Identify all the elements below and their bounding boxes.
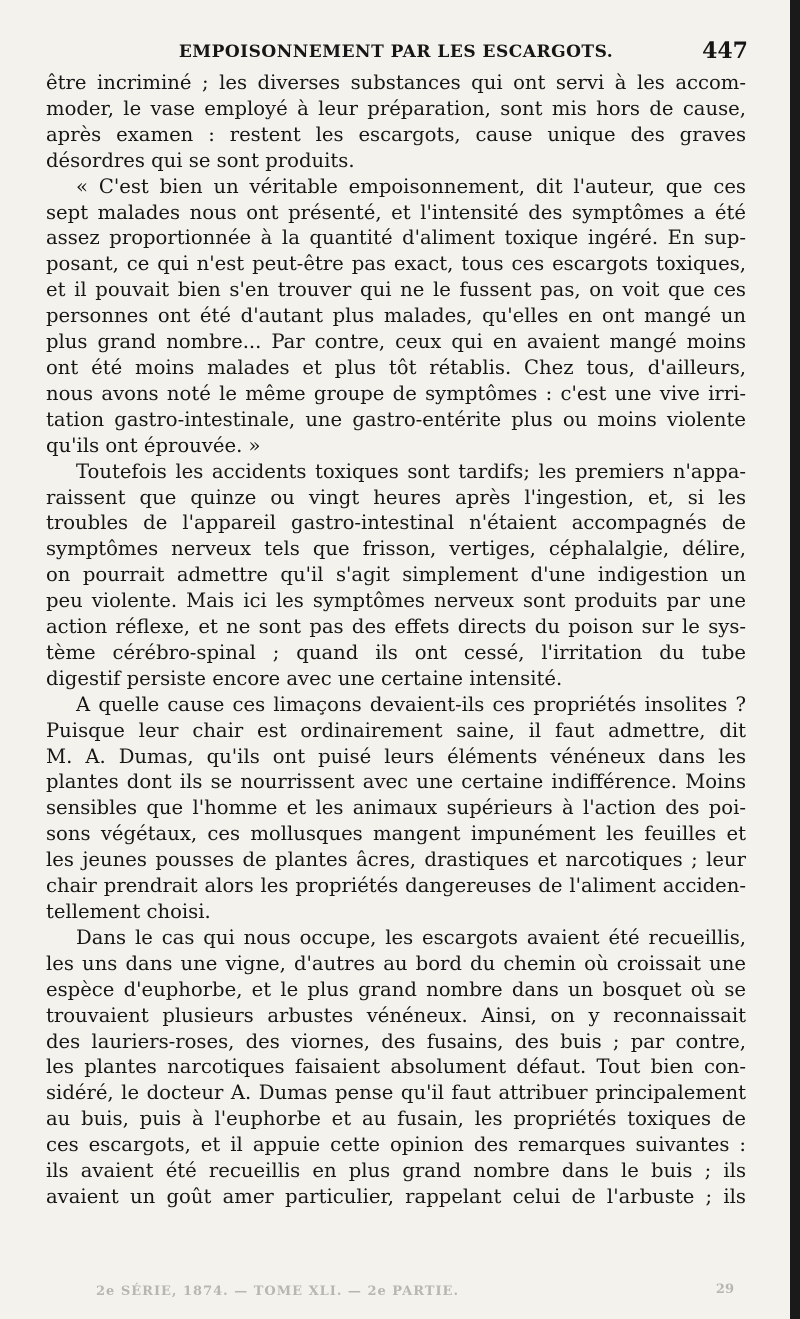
text-line: sept malades nous ont présenté, et l'intensité des symptômes a été	[46, 200, 746, 224]
text-line: on pourrait admettre qu'il s'agit simplement d'une indigestion un	[46, 563, 746, 587]
text-line: raissent que quinze ou vingt heures après l'ingestion, et, si les	[46, 485, 746, 509]
text-line: espèce d'euphorbe, et le plus grand nombre dans un bosquet où se	[46, 977, 746, 1001]
text-line: Toutefois les accidents toxiques sont tardifs; les premiers n'appa-	[76, 459, 746, 483]
text-line: peu violente. Mais ici les symptômes nerveux sont produits par une	[46, 589, 746, 613]
text-line: A quelle cause ces limaçons devaient-ils ces propriétés insolites ?	[76, 692, 746, 716]
text-line: troubles de l'appareil gastro-intestinal n'étaient accompagnés de	[46, 511, 746, 535]
body-text	[46, 70, 746, 1210]
text-line: désordres qui se sont produits.	[46, 148, 355, 172]
text-line: sidéré, le docteur A. Dumas pense qu'il faut attribuer principalement	[46, 1081, 746, 1105]
text-line: ont été moins malades et plus tôt rétablis. Chez tous, d'ailleurs,	[46, 355, 746, 379]
text-line: « C'est bien un véritable empoisonnement, dit l'auteur, que ces	[76, 174, 746, 198]
text-line: digestif persiste encore avec une certaine intensité.	[46, 666, 563, 690]
running-head	[46, 36, 746, 70]
text-line: les uns dans une vigne, d'autres au bord du chemin où croissait une	[46, 951, 746, 975]
text-line: ils avaient été recueillis en plus grand nombre dans le buis ; ils	[46, 1159, 746, 1183]
text-line: moder, le vase employé à leur préparation, sont mis hors de cause,	[46, 96, 746, 120]
text-line: avaient un goût amer particulier, rappelant celui de l'arbuste ; ils	[46, 1184, 746, 1208]
text-line: chair prendrait alors les propriétés dangereuses de l'aliment acciden-	[46, 874, 746, 898]
signature-mark: 29	[715, 1282, 734, 1297]
text-line: les plantes narcotiques faisaient absolument défaut. Tout bien con-	[46, 1055, 746, 1079]
text-line: plantes dont ils se nourrissent avec une certaine indifférence. Moins	[46, 770, 746, 794]
text-line: M. A. Dumas, qu'ils ont puisé leurs éléments vénéneux dans les	[46, 744, 746, 768]
text-line: être incriminé ; les diverses substances qui ont servi à les accom-	[46, 71, 746, 94]
footer-series: 2e SÉRIE, 1874. — TOME XLI. — 2e PARTIE.	[96, 1284, 459, 1299]
text-line: posant, ce qui n'est peut-être pas exact, tous ces escargots toxiques,	[46, 252, 746, 276]
text-line: symptômes nerveux tels que frisson, vertiges, céphalalgie, délire,	[46, 537, 746, 561]
text-line: Puisque leur chair est ordinairement saine, il faut admettre, dit	[46, 718, 746, 742]
text-line: tellement choisi.	[46, 900, 211, 923]
text-line: au buis, puis à l'euphorbe et au fusain, les propriétés toxiques de	[46, 1107, 746, 1131]
text-line: qu'ils ont éprouvée. »	[46, 433, 261, 457]
text-line: sons végétaux, ces mollusques mangent impunément les feuilles et	[46, 822, 746, 846]
text-line: après examen : restent les escargots, cause unique des graves	[46, 122, 746, 146]
text-line: trouvaient plusieurs arbustes vénéneux. Ainsi, on y reconnaissait	[46, 1003, 746, 1027]
text-line: tème cérébro-spinal ; quand ils ont cessé, l'irritation du tube	[46, 640, 746, 664]
text-line: des lauriers-roses, des viornes, des fusains, des buis ; par contre,	[46, 1029, 746, 1053]
text-line: action réflexe, et ne sont pas des effets directs du poison sur le sys-	[46, 615, 746, 639]
text-line: Dans le cas qui nous occupe, les escargots avaient été recueillis,	[76, 925, 746, 949]
text-line: tation gastro-intestinale, une gastro-entérite plus ou moins violente	[46, 407, 746, 431]
text-line: assez proportionnée à la quantité d'aliment toxique ingéré. En sup-	[46, 226, 746, 250]
page-number: 447	[702, 38, 748, 64]
text-line: nous avons noté le même groupe de symptômes : c'est une vive irri-	[46, 381, 746, 405]
text-line: plus grand nombre... Par contre, ceux qui en avaient mangé moins	[46, 330, 746, 354]
text-line: personnes ont été d'autant plus malades, qu'elles en ont mangé un	[46, 304, 746, 328]
text-line: les jeunes pousses de plantes âcres, drastiques et narcotiques ; leur	[46, 848, 746, 872]
text-line: et il pouvait bien s'en trouver qui ne le fussent pas, on voit que ces	[46, 278, 746, 302]
running-title: EMPOISONNEMENT PAR LES ESCARGOTS.	[178, 42, 614, 62]
text-line: sensibles que l'homme et les animaux supérieurs à l'action des poi-	[46, 796, 746, 820]
text-line: ces escargots, et il appuie cette opinion des remarques suivantes :	[46, 1133, 746, 1157]
